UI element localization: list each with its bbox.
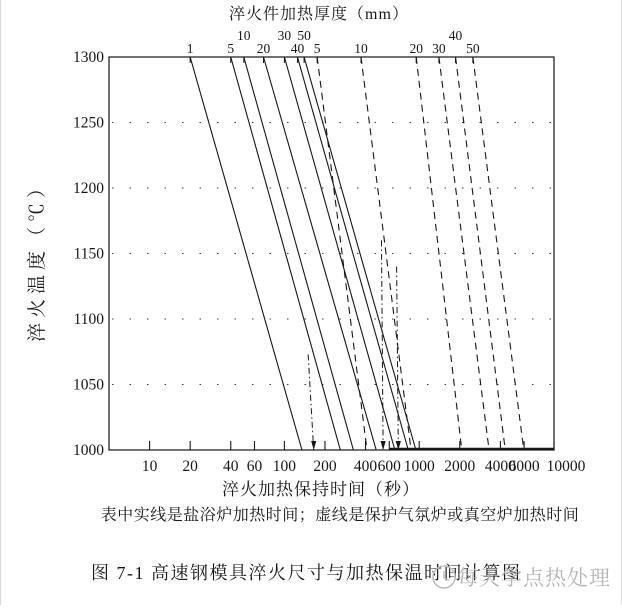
series-solid-30mm	[284, 57, 394, 450]
y-tick-label: 1150	[73, 245, 104, 263]
y-tick-label: 1250	[73, 114, 104, 132]
x-axis-title: 淬火加热保持时间（秒）	[222, 480, 420, 499]
x-tick-label: 200	[313, 458, 337, 475]
series-dashed-30mm	[439, 57, 489, 450]
example-guide-line	[397, 267, 399, 450]
thickness-label: 50	[297, 28, 311, 43]
y-axis-title: 淬火温度（℃）	[27, 173, 48, 343]
series-solid-40mm	[297, 57, 408, 450]
watermark	[433, 566, 611, 590]
x-tick-label: 2000	[444, 458, 476, 475]
thickness-label: 10	[354, 41, 368, 56]
x-tick-label: 40	[222, 458, 239, 475]
series-dashed-10mm	[361, 57, 411, 450]
plot-border	[109, 57, 554, 450]
y-tick-label: 1200	[73, 180, 104, 197]
series-solid-10mm	[244, 57, 354, 450]
x-tick-label: 60	[246, 458, 263, 475]
thickness-label: 5	[227, 41, 235, 56]
x-tick-label: 6000	[508, 458, 540, 475]
thickness-label: 1	[186, 41, 194, 56]
example-guide-line	[381, 240, 383, 450]
x-tick-label: 400	[353, 458, 378, 475]
thickness-label: 20	[409, 41, 423, 56]
guide-arrowhead	[311, 441, 316, 450]
x-tick-label: 10000	[546, 458, 586, 475]
quench-nomogram-chart	[1, 0, 622, 605]
top-axis-title: 淬火件加热厚度（mm）	[229, 6, 409, 23]
x-tick-label: 100	[272, 458, 297, 475]
watermark-text: 每天学点热处理	[457, 566, 611, 590]
y-tick-label: 1300	[73, 49, 104, 66]
y-tick-label: 1100	[73, 311, 104, 328]
x-tick-label: 10	[141, 458, 158, 475]
thickness-label: 10	[237, 28, 251, 43]
y-tick-label: 1050	[73, 376, 104, 394]
furnace-note: 表中实线是盐浴炉加热时间；虚线是保护气氛炉或真空炉加热时间	[100, 507, 580, 524]
figure-caption: 图 7-1 高速钢模具淬火尺寸与加热保温时间计算图	[91, 563, 522, 583]
x-tick-label: 4000	[484, 458, 516, 475]
thickness-label: 40	[448, 28, 463, 43]
x-tick-label: 20	[182, 458, 198, 475]
x-tick-label: 1000	[403, 458, 435, 475]
y-tick-label: 1000	[73, 442, 104, 459]
thickness-label: 30	[432, 41, 446, 56]
x-tick-label: 600	[377, 458, 401, 475]
series-dashed-20mm	[416, 57, 462, 450]
example-guide-line	[308, 354, 314, 450]
thickness-label: 50	[466, 41, 480, 56]
thickness-label: 30	[277, 28, 292, 43]
thickness-label: 40	[290, 41, 305, 56]
guide-arrowhead	[381, 441, 386, 450]
thickness-label: 5	[313, 41, 321, 56]
thickness-label: 20	[256, 41, 271, 56]
